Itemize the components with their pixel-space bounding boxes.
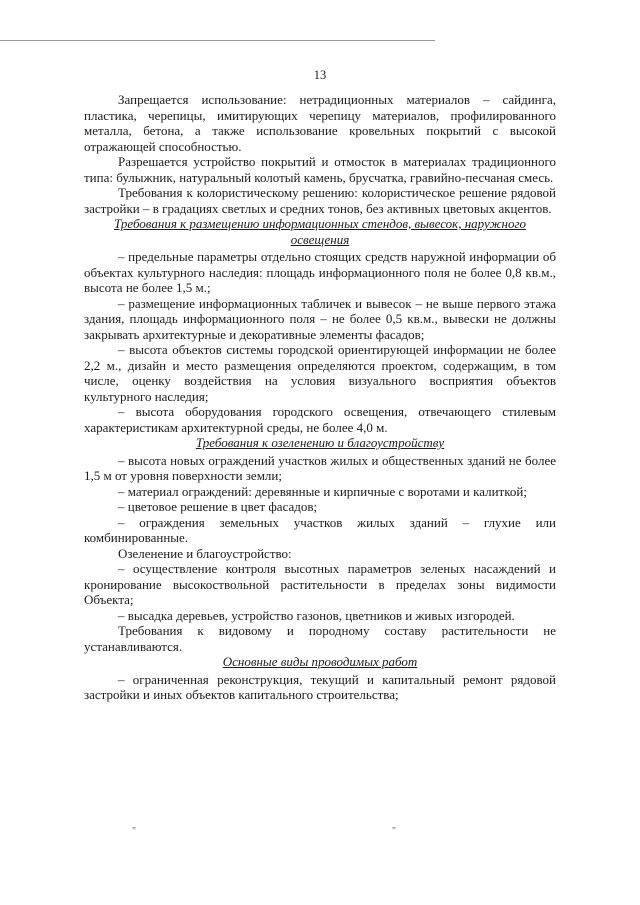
document-body: [84, 92, 556, 703]
paragraph: Требования к колористическому решению: колористическое решение рядовой застройки – в градациях светлых и средних тонов, без активных цветовых акцентов.: [84, 185, 556, 216]
footer-mark-left: ": [132, 826, 137, 837]
paragraph: – ограниченная реконструкция, текущий и капитальный ремонт рядовой застройки и иных объектов капитального строительства;: [84, 671, 556, 702]
paragraph: – высадка деревьев, устройство газонов, цветников и живых изгородей.: [118, 607, 515, 623]
paragraph: – ограждения земельных участков жилых зданий – глухие или комбинированные.: [84, 514, 556, 545]
paragraph: Требования к видовому и породному составу растительности не устанавливаются.: [84, 623, 556, 654]
section-heading: Основные виды проводимых работ: [222, 654, 418, 669]
paragraph: Разрешается устройство покрытий и отмосток в материалах традиционного типа: булыжник, натуральный колотый камень, брусчатка, гравийно-песчаная смесь.: [84, 154, 556, 185]
paragraph: – материал ограждений: деревянные и кирпичные с воротами и калиткой;: [118, 483, 527, 499]
paragraph: – высота объектов системы городской ориентирующей информации не более 2,2 м., дизайн и место размещения определяются проектом, содержащим, в том числе, оценку воздействия на условия визуального восприятия объектов культурного наследия;: [84, 342, 556, 404]
section-heading: Требования к озеленению и благоустройству: [195, 435, 445, 450]
paragraph: – предельные параметры отдельно стоящих средств наружной информации об объектах культурного наследия: площадь информационного поля не более 0,8 кв.м., высота не более 1,5 м.;: [84, 249, 556, 295]
footer-mark-right: ": [392, 826, 397, 837]
section-heading: Требования к размещению информационных стендов, вывесок, наружного освещения: [113, 216, 527, 247]
page-number: 13: [313, 68, 327, 82]
paragraph: – цветовое решение в цвет фасадов;: [118, 499, 318, 514]
paragraph: – высота оборудования городского освещения, отвечающего стилевым характеристикам архитектурной среды, не более 4,0 м.: [84, 404, 556, 435]
paragraph: – высота новых ограждений участков жилых и общественных зданий не более 1,5 м от уровня поверхности земли;: [84, 452, 556, 483]
paragraph: – размещение информационных табличек и вывесок – не выше первого этажа здания, площадь информационного поля – не более 0,5 кв.м., вывески не должны закрывать архитектурные и декоративные элементы фасадов;: [84, 295, 556, 342]
paragraph: Запрещается использование: нетрадиционных материалов – сайдинга, пластика, черепицы, имитирующих черепицу материалов, профилированного металла, бетона, а также использование кровельных покрытий с высокой отражающей способностью.: [84, 92, 556, 154]
paragraph: Озеленение и благоустройство:: [118, 545, 292, 561]
paragraph: – осуществление контроля высотных параметров зеленых насаждений и кронирование высокоствольной растительности в пределах зоны видимости Объекта;: [84, 561, 556, 607]
top-rule: [0, 40, 435, 41]
